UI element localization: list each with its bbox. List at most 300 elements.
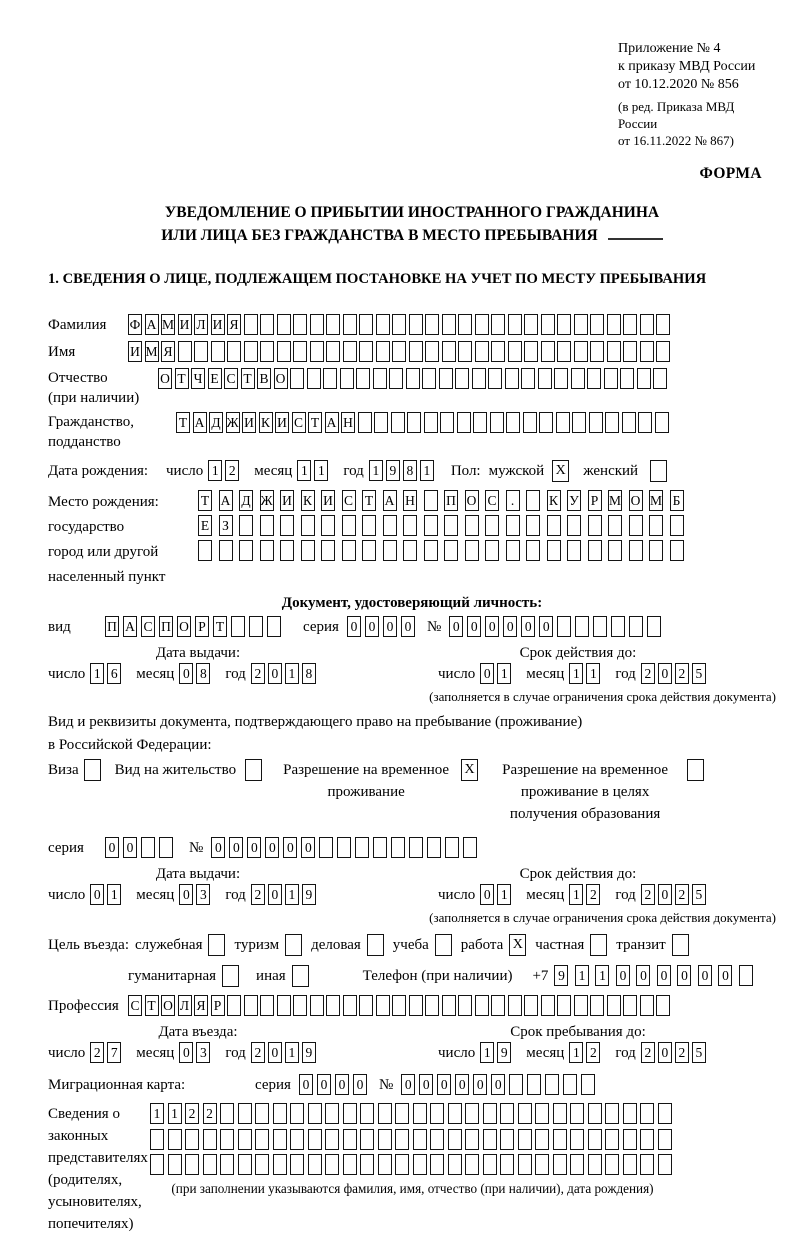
char-box[interactable]: 0: [383, 616, 397, 637]
char-box[interactable]: [343, 1129, 357, 1150]
char-box[interactable]: [406, 368, 420, 389]
char-box[interactable]: А: [219, 490, 233, 511]
char-box[interactable]: [308, 1129, 322, 1150]
char-box[interactable]: Я: [194, 995, 208, 1016]
char-box[interactable]: [611, 616, 625, 637]
char-box[interactable]: [395, 1103, 409, 1124]
char-box[interactable]: [638, 412, 652, 433]
char-box[interactable]: [640, 995, 654, 1016]
char-box[interactable]: [524, 341, 538, 362]
char-box[interactable]: [574, 341, 588, 362]
char-box[interactable]: [280, 515, 294, 536]
char-box[interactable]: [491, 995, 505, 1016]
identity-doc-type-boxes[interactable]: [105, 616, 285, 637]
char-box[interactable]: [574, 314, 588, 335]
migration-card-number-boxes[interactable]: [401, 1074, 599, 1095]
char-box[interactable]: [391, 837, 405, 858]
char-box[interactable]: 0: [268, 663, 282, 684]
char-box[interactable]: [653, 368, 667, 389]
char-box[interactable]: 0: [539, 616, 553, 637]
char-box[interactable]: Т: [362, 490, 376, 511]
char-box[interactable]: 8: [302, 663, 316, 684]
char-box[interactable]: [518, 1154, 532, 1175]
char-box[interactable]: [356, 368, 370, 389]
date-boxes[interactable]: [179, 1042, 213, 1063]
char-box[interactable]: И: [280, 490, 294, 511]
char-box[interactable]: 0: [455, 1074, 469, 1095]
char-box[interactable]: [267, 616, 281, 637]
char-box[interactable]: [535, 1154, 549, 1175]
char-box[interactable]: 1: [586, 663, 600, 684]
char-box[interactable]: 0: [521, 616, 535, 637]
char-box[interactable]: [376, 314, 390, 335]
char-box[interactable]: [571, 368, 585, 389]
char-box[interactable]: [629, 540, 643, 561]
birth-place-row2-boxes[interactable]: [198, 515, 690, 536]
char-box[interactable]: [553, 1129, 567, 1150]
char-box[interactable]: [605, 412, 619, 433]
char-box[interactable]: 2: [586, 884, 600, 905]
char-box[interactable]: [383, 540, 397, 561]
char-box[interactable]: [458, 995, 472, 1016]
char-box[interactable]: [607, 341, 621, 362]
char-box[interactable]: [541, 341, 555, 362]
purpose-tourism-checkbox[interactable]: [285, 934, 302, 956]
char-box[interactable]: [409, 995, 423, 1016]
char-box[interactable]: [629, 616, 643, 637]
char-box[interactable]: 0: [449, 616, 463, 637]
date-boxes[interactable]: [569, 884, 603, 905]
char-box[interactable]: 1: [569, 663, 583, 684]
representatives-row3-boxes[interactable]: [150, 1154, 675, 1175]
char-box[interactable]: [260, 540, 274, 561]
char-box[interactable]: [290, 1103, 304, 1124]
surname-boxes[interactable]: [128, 314, 673, 335]
char-box[interactable]: А: [123, 616, 137, 637]
char-box[interactable]: 2: [90, 1042, 104, 1063]
char-box[interactable]: 2: [185, 1103, 199, 1124]
char-box[interactable]: [290, 1129, 304, 1150]
char-box[interactable]: [563, 1074, 577, 1095]
date-boxes[interactable]: [641, 663, 709, 684]
char-box[interactable]: 2: [586, 1042, 600, 1063]
char-box[interactable]: 0: [179, 1042, 193, 1063]
char-box[interactable]: [608, 515, 622, 536]
char-box[interactable]: [541, 314, 555, 335]
char-box[interactable]: [623, 1103, 637, 1124]
char-box[interactable]: 0: [437, 1074, 451, 1095]
char-box[interactable]: [249, 616, 263, 637]
char-box[interactable]: 6: [107, 663, 121, 684]
char-box[interactable]: [260, 995, 274, 1016]
char-box[interactable]: А: [325, 412, 339, 433]
char-box[interactable]: 0: [677, 965, 691, 986]
char-box[interactable]: 0: [265, 837, 279, 858]
char-box[interactable]: [376, 995, 390, 1016]
char-box[interactable]: [472, 368, 486, 389]
char-box[interactable]: [508, 314, 522, 335]
char-box[interactable]: [343, 1154, 357, 1175]
char-box[interactable]: [483, 1129, 497, 1150]
char-box[interactable]: И: [275, 412, 289, 433]
char-box[interactable]: [475, 995, 489, 1016]
char-box[interactable]: [588, 1103, 602, 1124]
birth-place-row3-boxes[interactable]: [198, 540, 690, 561]
char-box[interactable]: [413, 1129, 427, 1150]
char-box[interactable]: [458, 341, 472, 362]
char-box[interactable]: [539, 412, 553, 433]
char-box[interactable]: [500, 1129, 514, 1150]
char-box[interactable]: [159, 837, 173, 858]
char-box[interactable]: [255, 1103, 269, 1124]
date-boxes[interactable]: [179, 884, 213, 905]
char-box[interactable]: 3: [196, 884, 210, 905]
char-box[interactable]: [290, 1154, 304, 1175]
char-box[interactable]: [590, 995, 604, 1016]
char-box[interactable]: 0: [657, 965, 671, 986]
char-box[interactable]: [483, 1103, 497, 1124]
char-box[interactable]: [374, 412, 388, 433]
char-box[interactable]: [427, 837, 441, 858]
char-box[interactable]: 1: [150, 1103, 164, 1124]
char-box[interactable]: [392, 314, 406, 335]
char-box[interactable]: [391, 412, 405, 433]
char-box[interactable]: [475, 341, 489, 362]
date-boxes[interactable]: [251, 1042, 319, 1063]
char-box[interactable]: [238, 1154, 252, 1175]
char-box[interactable]: 0: [179, 663, 193, 684]
char-box[interactable]: [238, 1103, 252, 1124]
char-box[interactable]: С: [141, 616, 155, 637]
char-box[interactable]: [378, 1103, 392, 1124]
char-box[interactable]: [605, 1129, 619, 1150]
char-box[interactable]: 1: [369, 460, 383, 481]
char-box[interactable]: [640, 341, 654, 362]
char-box[interactable]: [457, 412, 471, 433]
char-box[interactable]: [629, 515, 643, 536]
char-box[interactable]: Р: [211, 995, 225, 1016]
char-box[interactable]: [293, 995, 307, 1016]
purpose-humanitarian-checkbox[interactable]: [222, 965, 239, 987]
char-box[interactable]: Т: [175, 368, 189, 389]
char-box[interactable]: [623, 1154, 637, 1175]
char-box[interactable]: [649, 515, 663, 536]
char-box[interactable]: 2: [675, 884, 689, 905]
char-box[interactable]: [238, 1129, 252, 1150]
char-box[interactable]: [570, 1129, 584, 1150]
char-box[interactable]: [430, 1154, 444, 1175]
char-box[interactable]: [622, 412, 636, 433]
char-box[interactable]: [541, 995, 555, 1016]
date-boxes[interactable]: [90, 1042, 124, 1063]
char-box[interactable]: [326, 314, 340, 335]
char-box[interactable]: Л: [194, 314, 208, 335]
char-box[interactable]: 5: [692, 663, 706, 684]
purpose-transit-checkbox[interactable]: [672, 934, 689, 956]
char-box[interactable]: М: [649, 490, 663, 511]
char-box[interactable]: [326, 995, 340, 1016]
char-box[interactable]: 1: [497, 884, 511, 905]
char-box[interactable]: [448, 1129, 462, 1150]
char-box[interactable]: [239, 540, 253, 561]
char-box[interactable]: А: [193, 412, 207, 433]
char-box[interactable]: Т: [213, 616, 227, 637]
char-box[interactable]: Т: [176, 412, 190, 433]
char-box[interactable]: 9: [554, 965, 568, 986]
date-boxes[interactable]: [251, 663, 319, 684]
char-box[interactable]: А: [145, 314, 159, 335]
date-boxes[interactable]: [641, 884, 709, 905]
char-box[interactable]: М: [145, 341, 159, 362]
char-box[interactable]: Н: [403, 490, 417, 511]
char-box[interactable]: [358, 412, 372, 433]
char-box[interactable]: [535, 1129, 549, 1150]
char-box[interactable]: П: [444, 490, 458, 511]
char-box[interactable]: [378, 1129, 392, 1150]
char-box[interactable]: [557, 995, 571, 1016]
char-box[interactable]: 8: [403, 460, 417, 481]
patronymic-boxes[interactable]: [158, 368, 670, 389]
char-box[interactable]: [178, 341, 192, 362]
char-box[interactable]: С: [292, 412, 306, 433]
char-box[interactable]: 9: [302, 884, 316, 905]
char-box[interactable]: 1: [569, 884, 583, 905]
char-box[interactable]: [260, 341, 274, 362]
char-box[interactable]: 7: [107, 1042, 121, 1063]
char-box[interactable]: [273, 1154, 287, 1175]
char-box[interactable]: [567, 515, 581, 536]
char-box[interactable]: [574, 995, 588, 1016]
char-box[interactable]: З: [219, 515, 233, 536]
char-box[interactable]: [485, 515, 499, 536]
char-box[interactable]: 0: [283, 837, 297, 858]
char-box[interactable]: Д: [209, 412, 223, 433]
char-box[interactable]: И: [321, 490, 335, 511]
char-box[interactable]: [475, 314, 489, 335]
char-box[interactable]: [623, 1129, 637, 1150]
char-box[interactable]: [554, 368, 568, 389]
char-box[interactable]: О: [158, 368, 172, 389]
char-box[interactable]: [439, 368, 453, 389]
char-box[interactable]: [547, 540, 561, 561]
char-box[interactable]: 1: [168, 1103, 182, 1124]
char-box[interactable]: [293, 314, 307, 335]
char-box[interactable]: [524, 995, 538, 1016]
char-box[interactable]: [526, 515, 540, 536]
char-box[interactable]: 0: [658, 884, 672, 905]
char-box[interactable]: [491, 314, 505, 335]
char-box[interactable]: [658, 1103, 672, 1124]
char-box[interactable]: К: [259, 412, 273, 433]
char-box[interactable]: [590, 341, 604, 362]
char-box[interactable]: [473, 412, 487, 433]
char-box[interactable]: Е: [208, 368, 222, 389]
char-box[interactable]: 2: [225, 460, 239, 481]
char-box[interactable]: И: [211, 314, 225, 335]
char-box[interactable]: 0: [229, 837, 243, 858]
char-box[interactable]: [506, 540, 520, 561]
char-box[interactable]: 1: [285, 663, 299, 684]
phone-boxes[interactable]: [554, 965, 759, 986]
char-box[interactable]: [557, 341, 571, 362]
purpose-other-checkbox[interactable]: [292, 965, 309, 987]
char-box[interactable]: [280, 540, 294, 561]
char-box[interactable]: 1: [285, 1042, 299, 1063]
char-box[interactable]: [277, 995, 291, 1016]
char-box[interactable]: Т: [241, 368, 255, 389]
char-box[interactable]: М: [608, 490, 622, 511]
date-boxes[interactable]: [569, 1042, 603, 1063]
char-box[interactable]: [556, 412, 570, 433]
char-box[interactable]: [465, 1129, 479, 1150]
char-box[interactable]: [587, 368, 601, 389]
char-box[interactable]: [219, 540, 233, 561]
char-box[interactable]: [526, 490, 540, 511]
char-box[interactable]: [506, 515, 520, 536]
char-box[interactable]: 2: [641, 663, 655, 684]
char-box[interactable]: [491, 341, 505, 362]
char-box[interactable]: [623, 314, 637, 335]
char-box[interactable]: [301, 540, 315, 561]
char-box[interactable]: 0: [401, 1074, 415, 1095]
char-box[interactable]: [321, 515, 335, 536]
char-box[interactable]: [463, 837, 477, 858]
char-box[interactable]: [203, 1154, 217, 1175]
char-box[interactable]: 0: [268, 1042, 282, 1063]
char-box[interactable]: [141, 837, 155, 858]
char-box[interactable]: 0: [718, 965, 732, 986]
char-box[interactable]: И: [178, 314, 192, 335]
char-box[interactable]: 0: [299, 1074, 313, 1095]
char-box[interactable]: [326, 341, 340, 362]
char-box[interactable]: [360, 1154, 374, 1175]
char-box[interactable]: [527, 1074, 541, 1095]
char-box[interactable]: [355, 837, 369, 858]
char-box[interactable]: [448, 1154, 462, 1175]
char-box[interactable]: [572, 412, 586, 433]
char-box[interactable]: [378, 1154, 392, 1175]
char-box[interactable]: [640, 1154, 654, 1175]
char-box[interactable]: [442, 314, 456, 335]
char-box[interactable]: А: [383, 490, 397, 511]
char-box[interactable]: К: [301, 490, 315, 511]
char-box[interactable]: Т: [308, 412, 322, 433]
char-box[interactable]: [442, 341, 456, 362]
char-box[interactable]: [340, 368, 354, 389]
char-box[interactable]: [424, 412, 438, 433]
char-box[interactable]: П: [159, 616, 173, 637]
char-box[interactable]: [623, 995, 637, 1016]
char-box[interactable]: 0: [473, 1074, 487, 1095]
char-box[interactable]: [444, 515, 458, 536]
char-box[interactable]: 0: [268, 884, 282, 905]
migration-card-series-boxes[interactable]: [299, 1074, 371, 1095]
char-box[interactable]: [343, 1103, 357, 1124]
char-box[interactable]: [490, 412, 504, 433]
char-box[interactable]: [323, 368, 337, 389]
char-box[interactable]: С: [224, 368, 238, 389]
char-box[interactable]: [485, 540, 499, 561]
char-box[interactable]: [488, 368, 502, 389]
char-box[interactable]: [458, 314, 472, 335]
char-box[interactable]: [359, 341, 373, 362]
char-box[interactable]: 0: [347, 616, 361, 637]
char-box[interactable]: [395, 1129, 409, 1150]
visa-checkbox[interactable]: [84, 759, 101, 781]
char-box[interactable]: [273, 1129, 287, 1150]
char-box[interactable]: И: [128, 341, 142, 362]
char-box[interactable]: [570, 1154, 584, 1175]
char-box[interactable]: Е: [198, 515, 212, 536]
char-box[interactable]: 2: [251, 884, 265, 905]
char-box[interactable]: [588, 515, 602, 536]
char-box[interactable]: [343, 341, 357, 362]
char-box[interactable]: О: [177, 616, 191, 637]
char-box[interactable]: 0: [503, 616, 517, 637]
char-box[interactable]: 1: [569, 1042, 583, 1063]
date-boxes[interactable]: [90, 884, 124, 905]
char-box[interactable]: [425, 995, 439, 1016]
char-box[interactable]: 0: [301, 837, 315, 858]
date-boxes[interactable]: [369, 460, 437, 481]
char-box[interactable]: 0: [467, 616, 481, 637]
char-box[interactable]: [608, 540, 622, 561]
char-box[interactable]: [239, 515, 253, 536]
date-boxes[interactable]: [90, 663, 124, 684]
char-box[interactable]: [220, 1154, 234, 1175]
char-box[interactable]: [310, 341, 324, 362]
char-box[interactable]: [168, 1154, 182, 1175]
char-box[interactable]: [604, 368, 618, 389]
char-box[interactable]: [538, 368, 552, 389]
char-box[interactable]: Р: [588, 490, 602, 511]
char-box[interactable]: И: [242, 412, 256, 433]
char-box[interactable]: 1: [314, 460, 328, 481]
date-boxes[interactable]: [251, 884, 319, 905]
char-box[interactable]: [150, 1129, 164, 1150]
char-box[interactable]: [465, 1103, 479, 1124]
char-box[interactable]: Т: [198, 490, 212, 511]
purpose-work-checkbox[interactable]: X: [509, 934, 526, 956]
char-box[interactable]: [445, 837, 459, 858]
char-box[interactable]: [308, 1154, 322, 1175]
char-box[interactable]: [640, 314, 654, 335]
char-box[interactable]: [395, 1154, 409, 1175]
char-box[interactable]: [389, 368, 403, 389]
identity-doc-number-boxes[interactable]: [449, 616, 665, 637]
sex-male-checkbox[interactable]: X: [552, 460, 569, 482]
char-box[interactable]: [430, 1129, 444, 1150]
char-box[interactable]: М: [161, 314, 175, 335]
char-box[interactable]: 0: [317, 1074, 331, 1095]
char-box[interactable]: [448, 1103, 462, 1124]
char-box[interactable]: 5: [692, 884, 706, 905]
char-box[interactable]: [444, 540, 458, 561]
char-box[interactable]: [575, 616, 589, 637]
purpose-official-checkbox[interactable]: [208, 934, 225, 956]
char-box[interactable]: [342, 540, 356, 561]
char-box[interactable]: Ж: [226, 412, 240, 433]
char-box[interactable]: [376, 341, 390, 362]
date-boxes[interactable]: [480, 884, 514, 905]
char-box[interactable]: [500, 1103, 514, 1124]
char-box[interactable]: О: [629, 490, 643, 511]
char-box[interactable]: [739, 965, 753, 986]
char-box[interactable]: [290, 368, 304, 389]
char-box[interactable]: [521, 368, 535, 389]
char-box[interactable]: Н: [341, 412, 355, 433]
char-box[interactable]: [413, 1154, 427, 1175]
